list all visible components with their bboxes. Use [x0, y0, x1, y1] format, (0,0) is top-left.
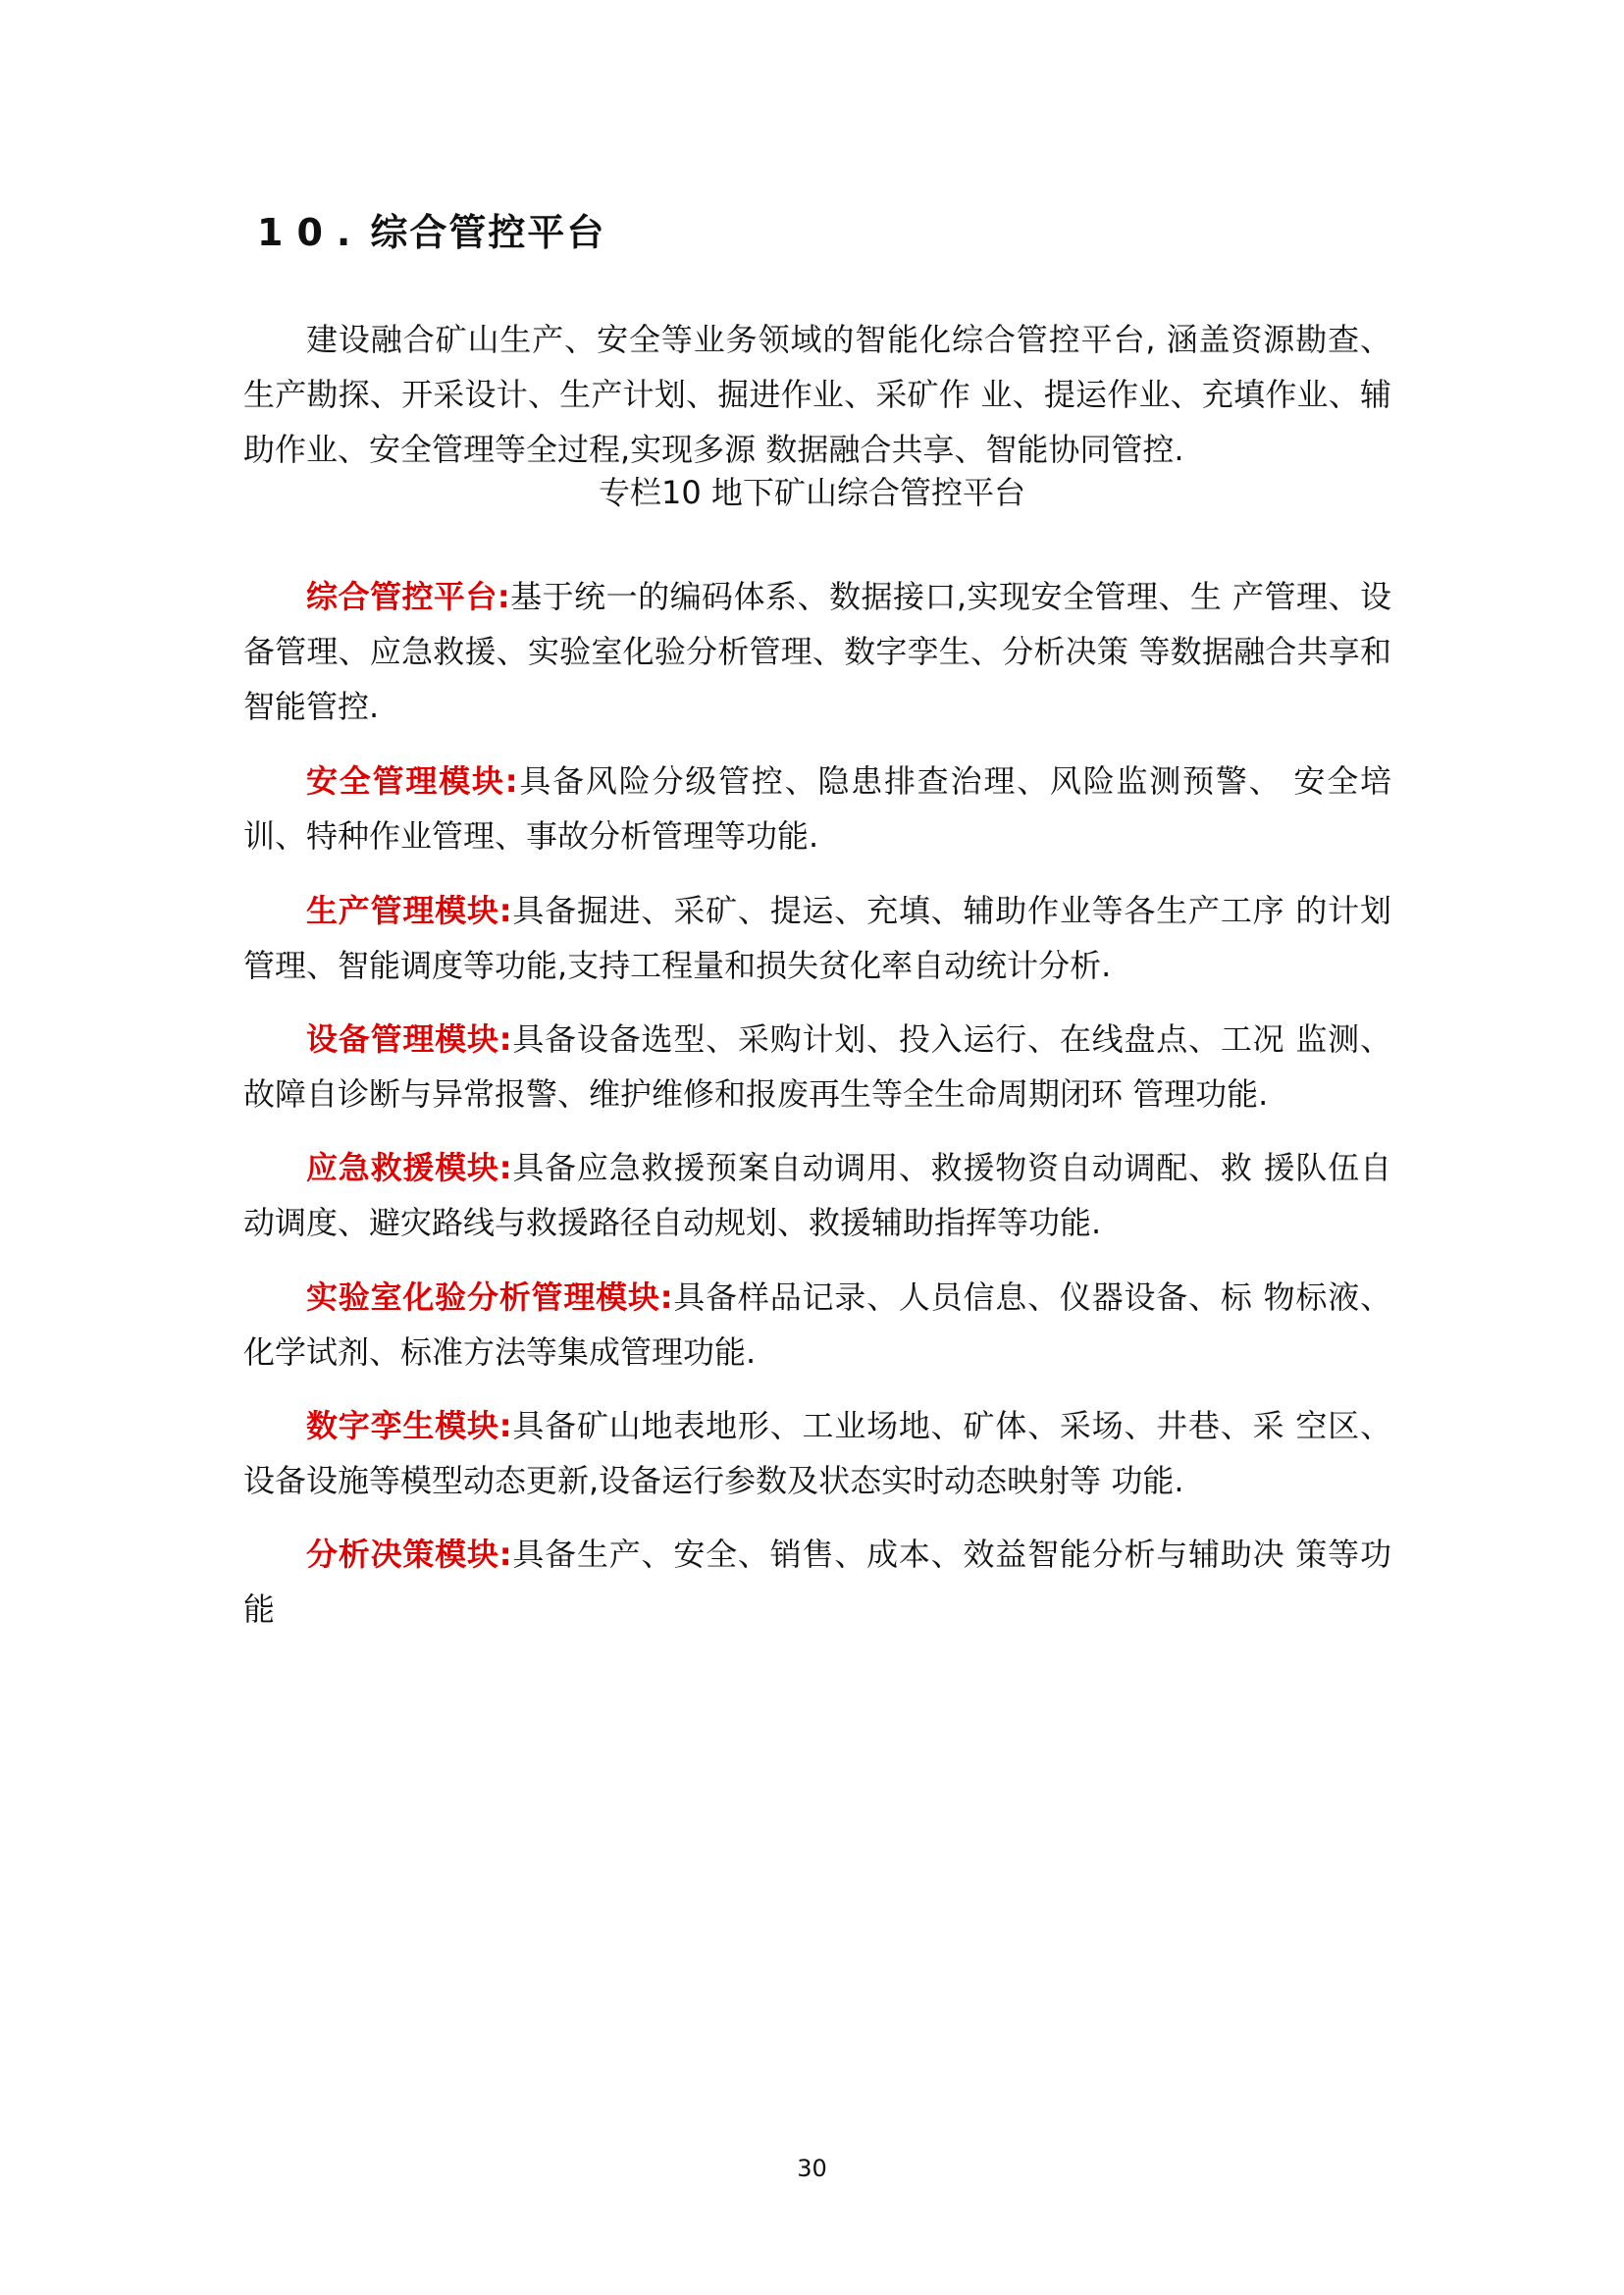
list-item [243, 569, 1391, 734]
item-text: 具备样品记录、人员信息、仪器设备、标 物标液、化学试剂、标准方法等集成管理功能. [243, 1278, 1391, 1371]
item-term: 安全管理模块: [306, 762, 518, 800]
list-item [243, 1012, 1391, 1121]
list-item [243, 1140, 1391, 1250]
list-item [243, 754, 1391, 863]
item-term: 实验室化验分析管理模块: [306, 1278, 673, 1316]
item-term: 综合管控平台: [306, 578, 510, 615]
item-text: 具备风险分级管控、隐患排查治理、风险监测预警、 安全培训、特种作业管理、事故分析管理等功能. [243, 762, 1391, 855]
section-title: 综合管控平台 [370, 211, 606, 254]
list-item [243, 883, 1391, 993]
list-item [243, 1527, 1391, 1637]
item-text: 具备掘进、采矿、提运、充填、辅助作业等各生产工序 的计划管理、智能调度等功能,支持工程量和损失贫化率自动统计分析. [243, 892, 1391, 984]
section-heading [257, 202, 605, 256]
column-title: 专栏10 地下矿山综合管控平台 [599, 474, 1025, 511]
item-term: 应急救援模块: [306, 1149, 512, 1186]
section-number: 10. [257, 211, 365, 254]
item-term: 设备管理模块: [306, 1020, 512, 1058]
list-item [243, 1270, 1391, 1380]
item-text: 具备矿山地表地形、工业场地、矿体、采场、井巷、采 空区、设备设施等模型动态更新,设备运行参数及状态实时动态映射等 功能. [243, 1407, 1391, 1499]
item-term: 数字孪生模块: [306, 1407, 512, 1444]
list-item [243, 1398, 1391, 1508]
item-term: 生产管理模块: [306, 892, 512, 929]
item-text: 具备设备选型、采购计划、投入运行、在线盘点、工况 监测、故障自诊断与异常报警、维护维修和报废再生等全生命周期闭环 管理功能. [243, 1020, 1391, 1113]
page-number: 30 [797, 2155, 827, 2182]
item-text: 具备生产、安全、销售、成本、效益智能分析与辅助决 策等功能 [243, 1536, 1391, 1628]
item-text: 具备应急救援预案自动调用、救援物资自动调配、救 援队伍自动调度、避灾路线与救援路径自动规划、救援辅助指挥等功能. [243, 1149, 1391, 1241]
intro-paragraph: 建设融合矿山生产、安全等业务领域的智能化综合管控平台, 涵盖资源勘查、生产勘探、开采设计、生产计划、掘进作业、采矿作 业、提运作业、充填作业、辅助作业、安全管理等全过程,实现多源 数据融合共享、智能协同管控. [243, 321, 1391, 468]
item-term: 分析决策模块: [306, 1536, 512, 1573]
item-text: 基于统一的编码体系、数据接口,实现安全管理、生 产管理、设备管理、应急救援、实验室化验分析管理、数字孪生、分析决策 等数据融合共享和智能管控. [243, 578, 1391, 725]
